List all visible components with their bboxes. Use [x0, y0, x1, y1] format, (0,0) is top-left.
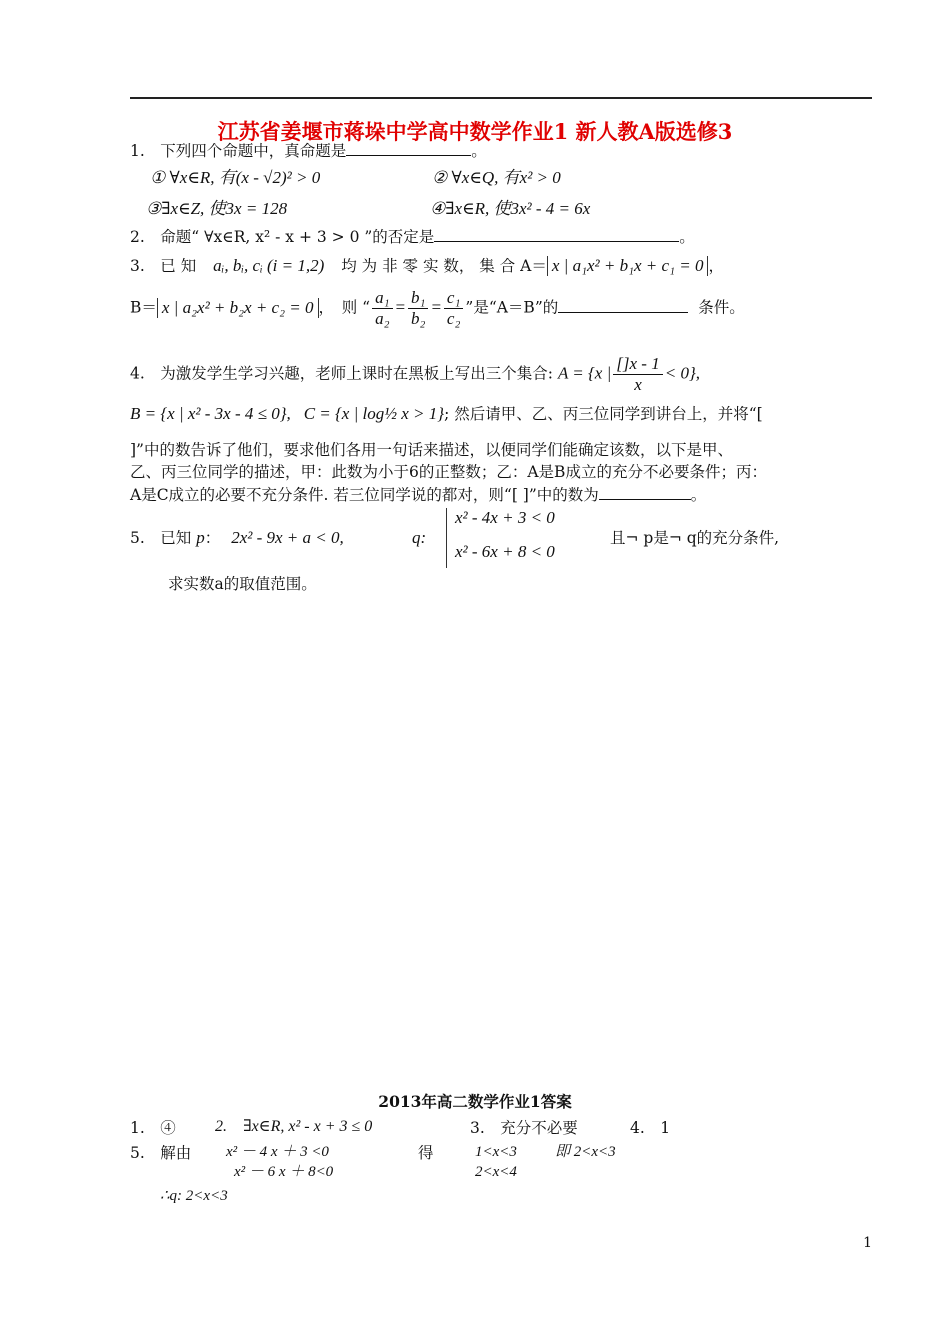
answer-5-label: 5. 解由	[130, 1144, 192, 1162]
fraction-c: $\frac{\text{c₁}}{\text{c₂}}$	[444, 288, 463, 329]
answer-3: 3. 充分不必要	[470, 1119, 578, 1137]
page-number: 1	[863, 1235, 872, 1251]
set-b-q4: B = {x | x² - 3x - 4 ≤ 0},	[130, 404, 291, 423]
q-system	[446, 508, 555, 568]
answer-blank-1	[346, 140, 471, 156]
question-5-line-1: 5. 已知 p： 2x² - 9x + a < 0,	[130, 528, 344, 547]
answer-4: 4. 1	[630, 1119, 671, 1137]
set-b-q3: x | a₂x² + b₂x + c₂ = 0	[157, 298, 319, 318]
q1-option-4: ④∃x∈R, 使3x² - 4 = 6x	[430, 199, 591, 218]
answer-blank-2	[434, 226, 679, 242]
fraction-a: $\frac{\text{a₁}}{\text{a₂}}$	[372, 288, 392, 329]
question-4-line-4: 乙、丙三位同学的描述，甲：此数为小于6的正整数；乙：A是B成立的充分不必要条件；丙：	[130, 463, 767, 481]
q5-condition: 且¬ p是¬ q的充分条件,	[610, 529, 780, 547]
document-title: 江苏省姜堰市蒋垛中学高中数学作业1 新人教A版选修3	[217, 119, 733, 144]
answer-2: 2. ∃x∈R, x² - x + 3 ≤ 0	[215, 1118, 373, 1135]
answer-5-step-1: x² － 4 x ＋ 3 <0	[226, 1144, 329, 1160]
answer-5-range-1: 1<x<3	[475, 1144, 517, 1160]
set-c-q4: C = {x | log½ x > 1}	[303, 404, 445, 423]
q1-option-1: ① ∀x∈R, 有(x - √2)² > 0	[150, 168, 321, 187]
set-a-fraction: $\frac{[]x - 1}{x}$	[613, 354, 662, 395]
q3-coefficients: aᵢ, bᵢ, cᵢ (i = 1,2)	[213, 256, 325, 275]
q-system-eq-1: x² - 4x + 3 < 0	[455, 508, 555, 527]
question-1: 1. 下列四个命题中，真命题是 。	[130, 142, 487, 160]
q-system-eq-2: x² - 6x + 8 < 0	[455, 542, 555, 561]
question-5-line-2: 求实数a的取值范围。	[168, 575, 317, 593]
question-3-line-2: B＝ x | a₂x² + b₂x + c₂ = 0 ， 则 “ $\frac{\text{a₁}}{\text{a₂}}$ = $\frac{\text{b₁}}{\text{b₂}}$ = $\frac{\text{c₁}}{\text{c₂}}$ ”是“A＝B”的 条件。	[130, 288, 745, 328]
question-4-line-1: 4. 为激发学生学习兴趣，老师上课时在黑板上写出三个集合: A = {x | $\frac{[]x - 1}{x}$ < 0},	[130, 354, 701, 394]
question-4-line-3: ]”中的数告诉了他们，要求他们各用一句话来描述，以便同学们能确定该数，以下是甲、	[130, 441, 733, 459]
question-2: 2. 命题“ ∀x∈R, x² - x + 3 > 0 ”的否定是 。	[130, 228, 695, 246]
header-rule	[130, 97, 872, 99]
answer-5-de: 得	[418, 1144, 434, 1162]
answer-blank-3	[558, 297, 688, 313]
q-label: q:	[412, 528, 427, 547]
answer-5-range-2: 2<x<4	[475, 1164, 517, 1180]
fraction-b: $\frac{\text{b₁}}{\text{b₂}}$	[408, 288, 428, 329]
p-inequality: 2x² - 9x + a < 0,	[231, 528, 344, 547]
answer-5-ji: 即 2<x<3	[555, 1144, 616, 1160]
q1-option-2: ② ∀x∈Q, 有x² > 0	[432, 168, 561, 187]
q1-option-3: ③∃x∈Z, 使3x = 128	[146, 199, 288, 218]
answer-5-conclusion: ∴q: 2<x<3	[160, 1188, 228, 1204]
answer-blank-4	[599, 484, 691, 500]
question-3-line-1: 3. 已 知 aᵢ, bᵢ, cᵢ (i = 1,2) 均 为 非 零 实 数， 集 合 A＝ x | a₁x² + b₁x + c₁ = 0 ，	[130, 256, 724, 275]
set-a-q3: x | a₁x² + b₁x + c₁ = 0	[547, 256, 709, 276]
answers-title: 2013年高二数学作业1答案	[378, 1092, 572, 1111]
answer-5-step-2: x² － 6 x ＋ 8<0	[234, 1164, 334, 1180]
question-4-line-5: A是C成立的必要不充分条件. 若三位同学说的都对，则“[ ]”中的数为 。	[130, 486, 707, 504]
question-4-line-2: B = {x | x² - 3x - 4 ≤ 0}, C = {x | log½ x > 1}; 然后请甲、乙、丙三位同学到讲台上，并将“[	[130, 404, 763, 423]
answer-1: 1. ④	[130, 1119, 176, 1137]
